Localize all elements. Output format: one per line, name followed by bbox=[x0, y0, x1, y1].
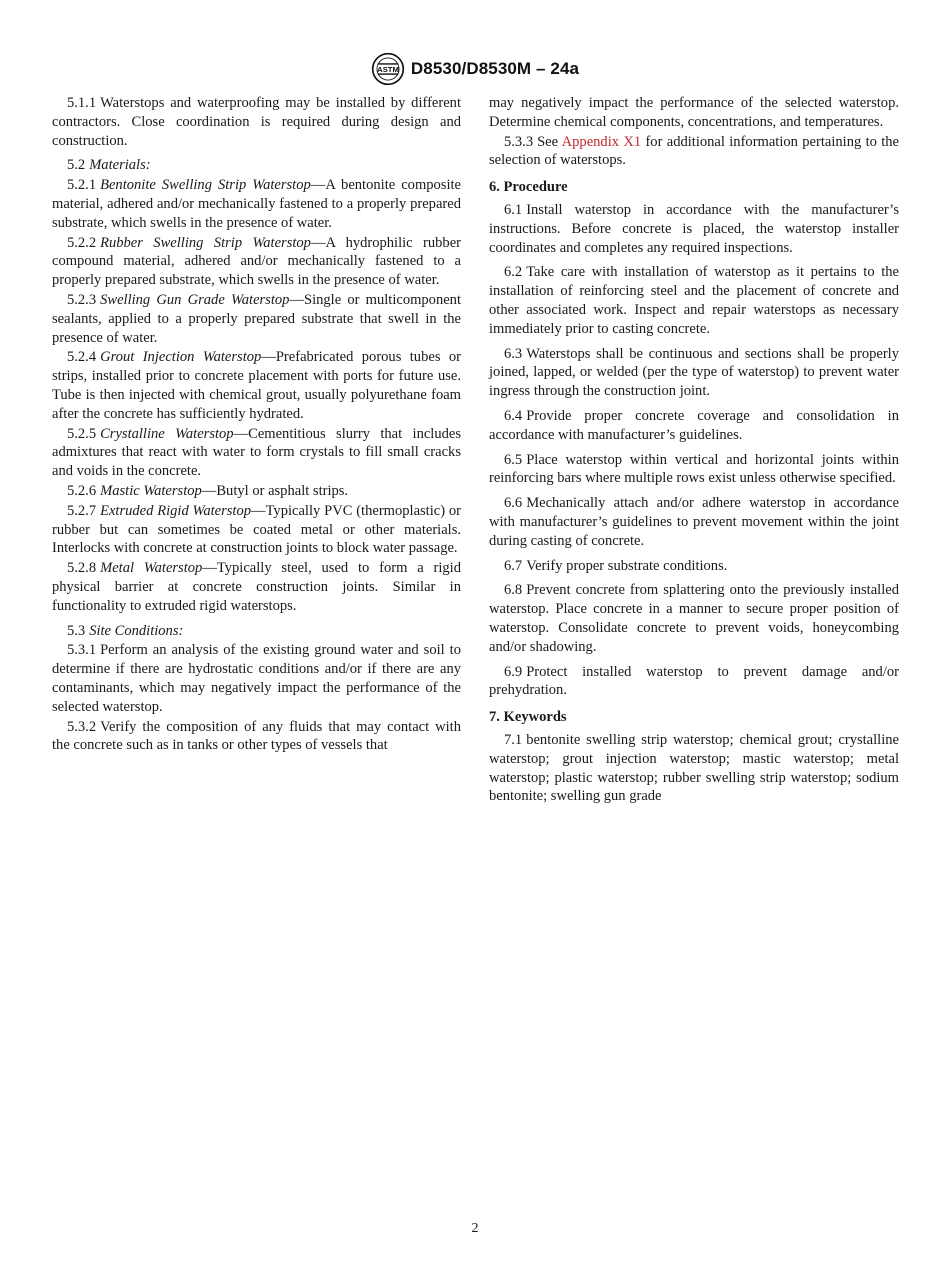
paragraph-5-2-4: 5.2.4 Grout Injection Waterstop—Prefabricated porous tubes or strips, installed prior to concrete placement with ports for future use. Tube is then injected with chemical grout, usually polyurethane foam after the concrete has sufficiently hydrated. bbox=[52, 349, 461, 422]
paragraph-5-3: 5.3 Site Conditions: bbox=[67, 622, 184, 639]
paragraph-5-1-1: 5.1.1 Waterstops and waterproofing may be installed by different contractors. Close coordination is required during design and construction. bbox=[52, 95, 461, 149]
page-number: 2 bbox=[471, 1221, 479, 1236]
page-header bbox=[0, 52, 950, 86]
paragraph-5-3-3: 5.3.3 See Appendix X1 for additional information pertaining to the selection of waterstops. bbox=[489, 133, 899, 169]
section-heading-procedure: 6. Procedure bbox=[489, 179, 568, 196]
paragraph-6-8: 6.8 Prevent concrete from splattering onto the previously installed waterstop. Place concrete in a manner to secure proper position of waterstop. Consolidate concrete to prevent voids, honeycombing and/or shadowing. bbox=[489, 582, 899, 655]
paragraph-6-6: 6.6 Mechanically attach and/or adhere waterstop in accordance with manufacturer’s guidelines to prevent movement within the joint during casting of concrete. bbox=[489, 495, 899, 549]
paragraph-7-1: 7.1 bentonite swelling strip waterstop; chemical grout; crystalline waterstop; grout injection waterstop; mastic waterstop; metal waterstop; plastic waterstop; rubber swelling strip waterstop; sodium bentonite; swelling gun grade bbox=[489, 731, 899, 805]
paragraph-6-7: 6.7 Verify proper substrate conditions. bbox=[504, 557, 728, 574]
paragraph-5-2-6: 5.2.6 Mastic Waterstop—Butyl or asphalt strips. bbox=[67, 482, 349, 499]
left-column bbox=[52, 94, 461, 756]
paragraph-5-2-8: 5.2.8 Metal Waterstop—Typically steel, used to form a rigid physical barrier at concrete construction joints. Similar in functionality to extruded rigid waterstops. bbox=[52, 560, 461, 614]
paragraph-6-4: 6.4 Provide proper concrete coverage and consolidation in accordance with manufacturer’s guidelines. bbox=[489, 407, 899, 443]
right-column bbox=[489, 94, 899, 812]
document-designation: D8530/D8530M – 24a bbox=[410, 59, 580, 78]
paragraph-5-3-2: 5.3.2 Verify the composition of any fluids that may contact with the concrete such as in tanks or other types of vessels that bbox=[52, 718, 461, 754]
paragraph-5-2-2: 5.2.2 Rubber Swelling Strip Waterstop—A hydrophilic rubber compound material, adhered and/or mechanically fastened to a properly prepared substrate, which swells in the presence of water. bbox=[52, 234, 461, 289]
paragraph-6-5: 6.5 Place waterstop within vertical and horizontal joints within reinforcing bars where multiple rows exist unless otherwise specified. bbox=[489, 451, 899, 487]
paragraph-5-3-2-continued: may negatively impact the performance of the selected waterstop. Determine chemical components, concentrations, and temperatures. bbox=[489, 95, 899, 130]
paragraph-6-9: 6.9 Protect installed waterstop to prevent damage and/or prehydration. bbox=[489, 663, 899, 699]
paragraph-5-2-3: 5.2.3 Swelling Gun Grade Waterstop—Single or multicomponent sealants, applied to a properly prepared substrate that swell in the presence of water. bbox=[52, 291, 461, 346]
appendix-x1-link[interactable]: Appendix X1 bbox=[561, 133, 642, 150]
section-heading-keywords: 7. Keywords bbox=[489, 709, 567, 726]
paragraph-6-1: 6.1 Install waterstop in accordance with the manufacturer’s instructions. Before concrete is placed, the waterstop installer coordinates and completes any required inspections. bbox=[489, 201, 899, 256]
paragraph-5-3-1: 5.3.1 Perform an analysis of the existing ground water and soil to determine if there are hydrostatic conditions and/or if there are any contaminants, which may negatively impact the performance of the selected waterstop. bbox=[52, 642, 461, 715]
paragraph-5-2: 5.2 Materials: bbox=[67, 157, 151, 174]
paragraph-6-3: 6.3 Waterstops shall be continuous and sections shall be properly joined, lapped, or welded (per the type of waterstop) to prevent water ingress through the construction joint. bbox=[489, 345, 899, 400]
paragraph-5-2-1: 5.2.1 Bentonite Swelling Strip Waterstop—A bentonite composite material, adhered and/or mechanically fastened to a properly prepared substrate, which swells in the presence of water. bbox=[52, 177, 462, 231]
astm-logo-icon bbox=[371, 52, 405, 86]
paragraph-6-2: 6.2 Take care with installation of waterstop as it pertains to the installation of reinforcing steel and the placement of concrete and other associated work. Inspect and repair waterstops as necessary immediately prior to casting concrete. bbox=[489, 264, 899, 337]
paragraph-5-2-5: 5.2.5 Crystalline Waterstop—Cementitious slurry that includes admixtures that react with water to form crystals to fill small cracks and voids in the concrete. bbox=[52, 425, 461, 480]
paragraph-5-2-7: 5.2.7 Extruded Rigid Waterstop—Typically PVC (thermoplastic) or rubber but can sometimes be coated metal or other materials. Interlocks with concrete at construction joints to block water passage. bbox=[52, 502, 461, 557]
svg-text:ASTM: ASTM bbox=[377, 64, 399, 74]
